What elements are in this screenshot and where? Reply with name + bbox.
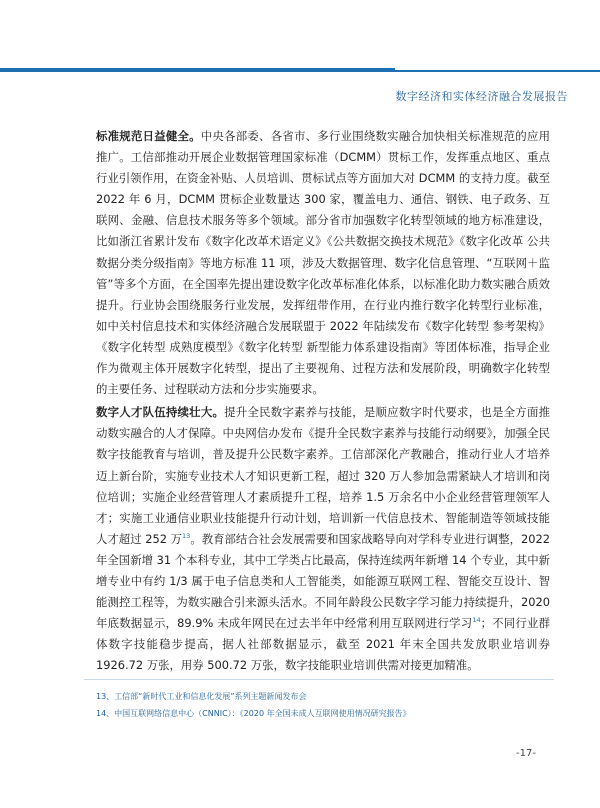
paragraph-text: 提升全民数字素养与技能，是顺应数字时代要求，也是全方面推动数实融合的人才保障。中央网信办发布《提升全民数字素养与技能行动纲要》，加强全民数字技能教育与培训，普及提升公民数字素养。工信部深化产教融合，推动行业人才培养迈上新台阶，实施专业技术人才知识更新工程，超过 320 万人参加急需紧缺人才培训和岗位培训；实施企业经营管理人才素质提升工程，培养 1.5 万余名中小企业经营管理领军人才；实施工业通信业职业技能提升行动计划，培训新一代信息技术、智能制造等领域技能人才超过 252 万 xyxy=(96,405,550,546)
footnote-item: 13、工信部“新时代工业和信息化发展”系列主题新闻发布会 xyxy=(96,692,307,701)
body-text xyxy=(96,126,550,676)
header-title: 数字经济和实体经济融合发展报告 xyxy=(395,90,568,103)
paragraph-lead: 数字人才队伍持续壮大。 xyxy=(96,405,225,420)
footnote-item: 14、中国互联网络信息中心（CNNIC）：《2020 年全国未成人互联网使用情况研究报告》 xyxy=(96,709,411,718)
footnote-ref[interactable]: 13 xyxy=(182,531,191,540)
header-accent-bar xyxy=(0,68,395,72)
paragraph-standards xyxy=(96,126,550,400)
paragraph-text: ；不同行业群体数字技能稳步提高，据人社部数据显示，截至 2021 年末全国共发放职业培训券 1926.72 万张，用券 500.72 万张，数字技能职业培训供需对接更加精准。 xyxy=(96,616,550,673)
footnotes xyxy=(96,688,566,722)
running-header xyxy=(0,40,600,103)
paragraph-talent xyxy=(96,402,550,676)
paragraph-text: 。教育部结合社会发展需要和国家战略导向对学科专业进行调整，2022 年全国新增 31 个本科专业，其中工学类占比最高，保持连续两年新增 14 个专业，其中新增专业中有约 1/3 属于电子信息类和人工智能类，如能源互联网工程、智能交互设计、智能测控工程等，为数实融合引来源头活水。不同年龄段公民数字学习能力持续提升，2020 年底数据显示，89.9% 未成年网民在过去半年中经常利用互联网进行学习 xyxy=(96,531,550,631)
paragraph-text: 中央各部委、各省市、多行业围绕数实融合加快相关标准规范的应用推广。工信部推动开展企业数据管理国家标准（DCMM）贯标工作，发挥重点地区、重点行业引领作用，在资金补贴、人员培训、贯标试点等方面加大对 DCMM 的支持力度。截至 2022 年 6 月，DCMM 贯标企业数量达 300 家，覆盖电力、通信、钢铁、电子政务、互联网、金融、信息技术服务等多个领域。部分省市加强数字化转型领域的地方标准建设，比如浙江省累计发布《数字化改革术语定义》《公共数据交换技术规范》《数字化改革 公共数据分类分级指南》等地方标准 11 项，涉及大数据管理、数字化信息管理、“互联网＋监管”等多个方面，在全国率先提出建设数字化改革标准化体系，以标准化助力数实融合质效提升。行业协会围绕服务行业发展，发挥纽带作用，在行业内推行数字化转型行业标准，如中关村信息技术和实体经济融合发展联盟于 2022 年陆续发布《数字化转型 参考架构》《数字化转型 成熟度模型》《数字化转型 新型能力体系建设指南》等团体标准，指导企业作为微观主体开展数字化转型，提出了主要视角、过程方法和发展阶段，明确数字化转型的主要任务、过程联动方法和分步实施要求。 xyxy=(96,129,550,397)
footnote-divider xyxy=(84,679,554,680)
paragraph-lead: 标准规范日益健全。 xyxy=(96,129,201,143)
page-number: -17- xyxy=(516,748,536,759)
footnote-ref[interactable]: 14 xyxy=(472,616,481,625)
